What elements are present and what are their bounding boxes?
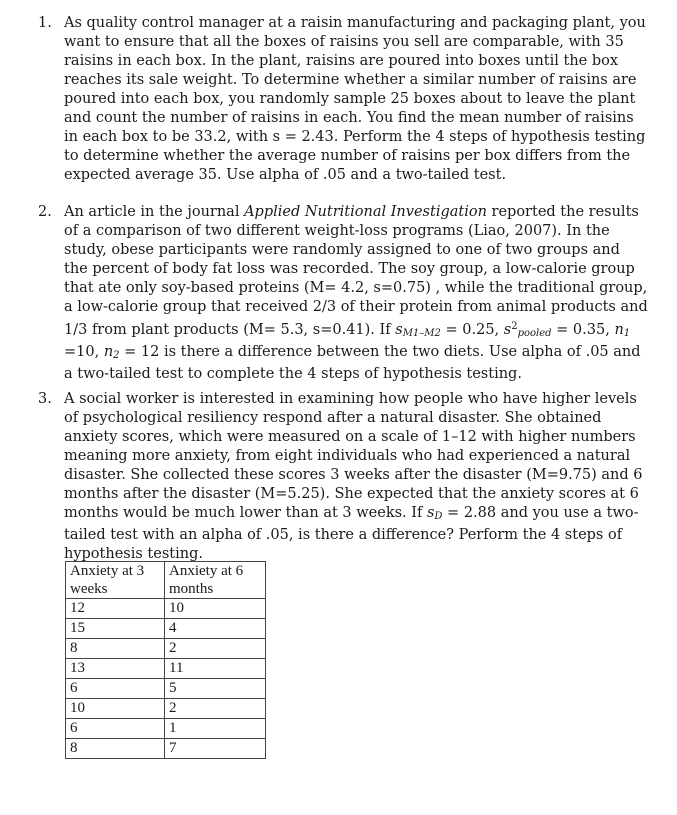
table-cell: 13 <box>66 659 165 679</box>
table-row <box>66 739 266 759</box>
symbol-s: s <box>426 505 435 521</box>
symbol-n: n <box>103 344 114 360</box>
subscript: M1–M2 <box>402 328 441 339</box>
text-segment: = 12 is there a difference between the two diets. Use alpha of .05 and a two-tailed test to complete the 4 steps of hypothesis testing. <box>64 344 641 382</box>
text-segment: = 2.88 and you use a two-tailed test with an alpha of .05, is there a difference? Perform the 4 steps of hypothesis testing. <box>64 505 639 562</box>
table-cell: 6 <box>66 719 165 739</box>
table-cell: 6 <box>66 679 165 699</box>
question-1 <box>38 14 648 185</box>
question-number: 2. <box>38 204 52 220</box>
symbol-s: s <box>503 322 512 338</box>
table-header-cell: Anxiety at 3 weeks <box>66 562 165 599</box>
question-text: As quality control manager at a raisin manufacturing and packaging plant, you want to ensure that all the boxes of raisins you sell are comparable, with 35 raisins in each box. In the plant, raisins are poured into boxes until the box reaches its sale weight. To determine whether a similar number of raisins are poured into each box, you randomly sample 25 boxes about to leave the plant and count the number of raisins in each. You find the mean number of raisins in each box to be 33.2, with s = 2.43. Perform the 4 steps of hypothesis testing to determine whether the average number of raisins per box differs from the expected average 35. Use alpha of .05 and a two-tailed test. <box>64 15 646 183</box>
table-row <box>66 659 266 679</box>
table-cell: 8 <box>66 739 165 759</box>
superscript: 2 <box>511 321 518 332</box>
table-cell: 7 <box>165 739 266 759</box>
question-text <box>64 203 648 384</box>
table-cell: 1 <box>165 719 266 739</box>
subscript: pooled <box>517 328 552 339</box>
table-cell: 2 <box>165 699 266 719</box>
question-number: 3. <box>38 391 52 407</box>
table-cell: 10 <box>66 699 165 719</box>
text-segment: =10, <box>64 344 104 360</box>
text-segment: = 0.35, <box>551 322 615 338</box>
table-cell: 5 <box>165 679 266 699</box>
subscript: D <box>434 511 443 522</box>
table-cell: 8 <box>66 639 165 659</box>
table-row <box>66 599 266 619</box>
table-header-row <box>66 562 266 599</box>
table-cell: 12 <box>66 599 165 619</box>
table-row <box>66 699 266 719</box>
table-header-cell: Anxiety at 6 months <box>165 562 266 599</box>
table-cell: 15 <box>66 619 165 639</box>
table-row <box>66 639 266 659</box>
anxiety-scores-table <box>65 561 266 759</box>
table-row <box>66 679 266 699</box>
table-row <box>66 619 266 639</box>
table-cell: 11 <box>165 659 266 679</box>
journal-title: Applied Nutritional Investigation <box>244 204 487 220</box>
text-segment: An article in the journal <box>64 204 245 220</box>
symbol-s: s <box>395 322 403 338</box>
text-segment: = 0.25, <box>440 322 504 338</box>
question-text <box>64 390 648 564</box>
question-3 <box>38 390 648 564</box>
symbol-n: n <box>614 322 624 338</box>
question-2 <box>38 203 648 384</box>
table-cell: 2 <box>165 639 266 659</box>
table-row <box>66 719 266 739</box>
text-segment: reported the results of a comparison of two different weight-loss programs (Liao, 2007). In the study, obese participants were randomly assigned to one of two groups and the percent of body fat loss was recorded. The soy group, a low-calorie group that ate only soy-based proteins (M= 4.2, s=0.75) , while the traditional group, a low-calorie group that received 2/3 of their protein from animal products and 1/3 from plant products (M= 5.3, s=0.41). If <box>64 204 648 338</box>
table-cell: 4 <box>165 619 266 639</box>
subscript: 2 <box>113 350 120 361</box>
question-number: 1. <box>38 15 52 31</box>
subscript: 1 <box>623 328 631 339</box>
text-segment: A social worker is interested in examining how people who have higher levels of psychological resiliency respond after a natural disaster. She obtained anxiety scores, which were measured on a scale of 1–12 with higher numbers meaning more anxiety, from eight individuals who had experienced a natural disaster. She collected these scores 3 weeks after the disaster (M=9.75) and 6 months after the disaster (M=5.25). She expected that the anxiety scores at 6 months would be much lower than at 3 weeks. If <box>64 391 643 521</box>
table-cell: 10 <box>165 599 266 619</box>
